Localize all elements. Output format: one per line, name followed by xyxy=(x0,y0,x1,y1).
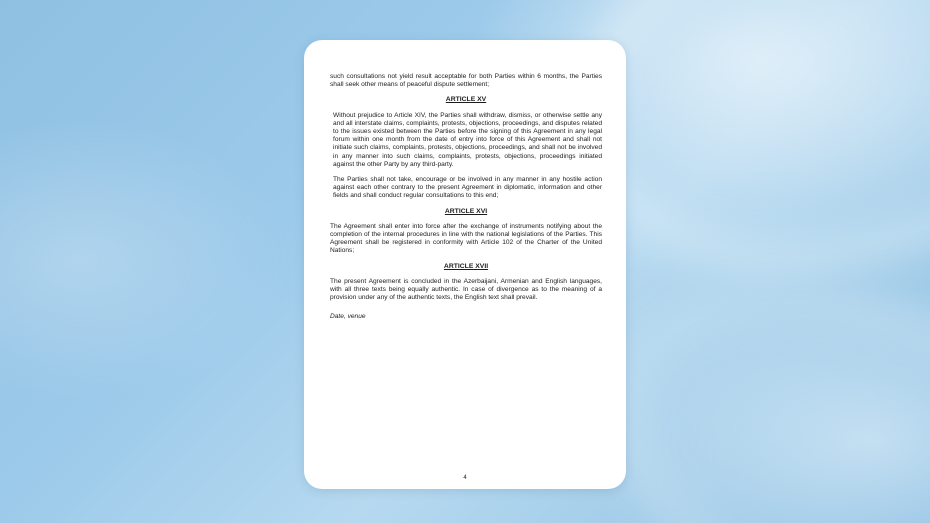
page-number: 4 xyxy=(463,475,467,481)
heading-article-xv: ARTICLE XV xyxy=(445,96,487,104)
paragraph-article-xv-1: Without prejudice to Article XIV, the Parties shall withdraw, dismiss, or otherwise settle any and all interstate claims, complaints, protests, objections, proceedings, and disputes related to the issues existed between the Parties before the signing of this Agreement in any legal forum within one month from the date of entry into force of this Agreement and shall not initiate such claims, complaints, protests, objections, proceedings, and shall not be involved in any manner into such claims, complaints, protests, objections, proceedings initiated against the other Party by any third-party. xyxy=(333,111,602,168)
document-page[interactable] xyxy=(304,40,626,489)
page-content xyxy=(330,73,602,329)
paragraph-article-xvi: The Agreement shall enter into force after the exchange of instruments notifying about the completion of the internal procedures in line with the national legislations of the Parties. This Agreement shall be registered in conformity with Article 102 of the Charter of the United Nations; xyxy=(330,222,602,255)
heading-article-xvii: ARTICLE XVII xyxy=(443,262,489,270)
heading-article-xvi: ARTICLE XVI xyxy=(444,207,488,215)
paragraph-article-xvii: The present Agreement is concluded in the Azerbaijani, Armenian and English languages, with all three texts being equally authentic. In case of divergence as to the meaning of a provision under any of the authentic texts, the English text shall prevail. xyxy=(330,277,602,302)
date-venue-line: Date, venue xyxy=(330,313,366,321)
paragraph-article-xv-2: The Parties shall not take, encourage or be involved in any manner in any hostile action against each other contrary to the present Agreement in diplomatic, information and other fields and shall conduct regular consultations to this end; xyxy=(333,176,602,200)
paragraph-continuation: such consultations not yield result acceptable for both Parties within 6 months, the Parties shall seek other means of peaceful dispute settlement; xyxy=(330,73,602,89)
